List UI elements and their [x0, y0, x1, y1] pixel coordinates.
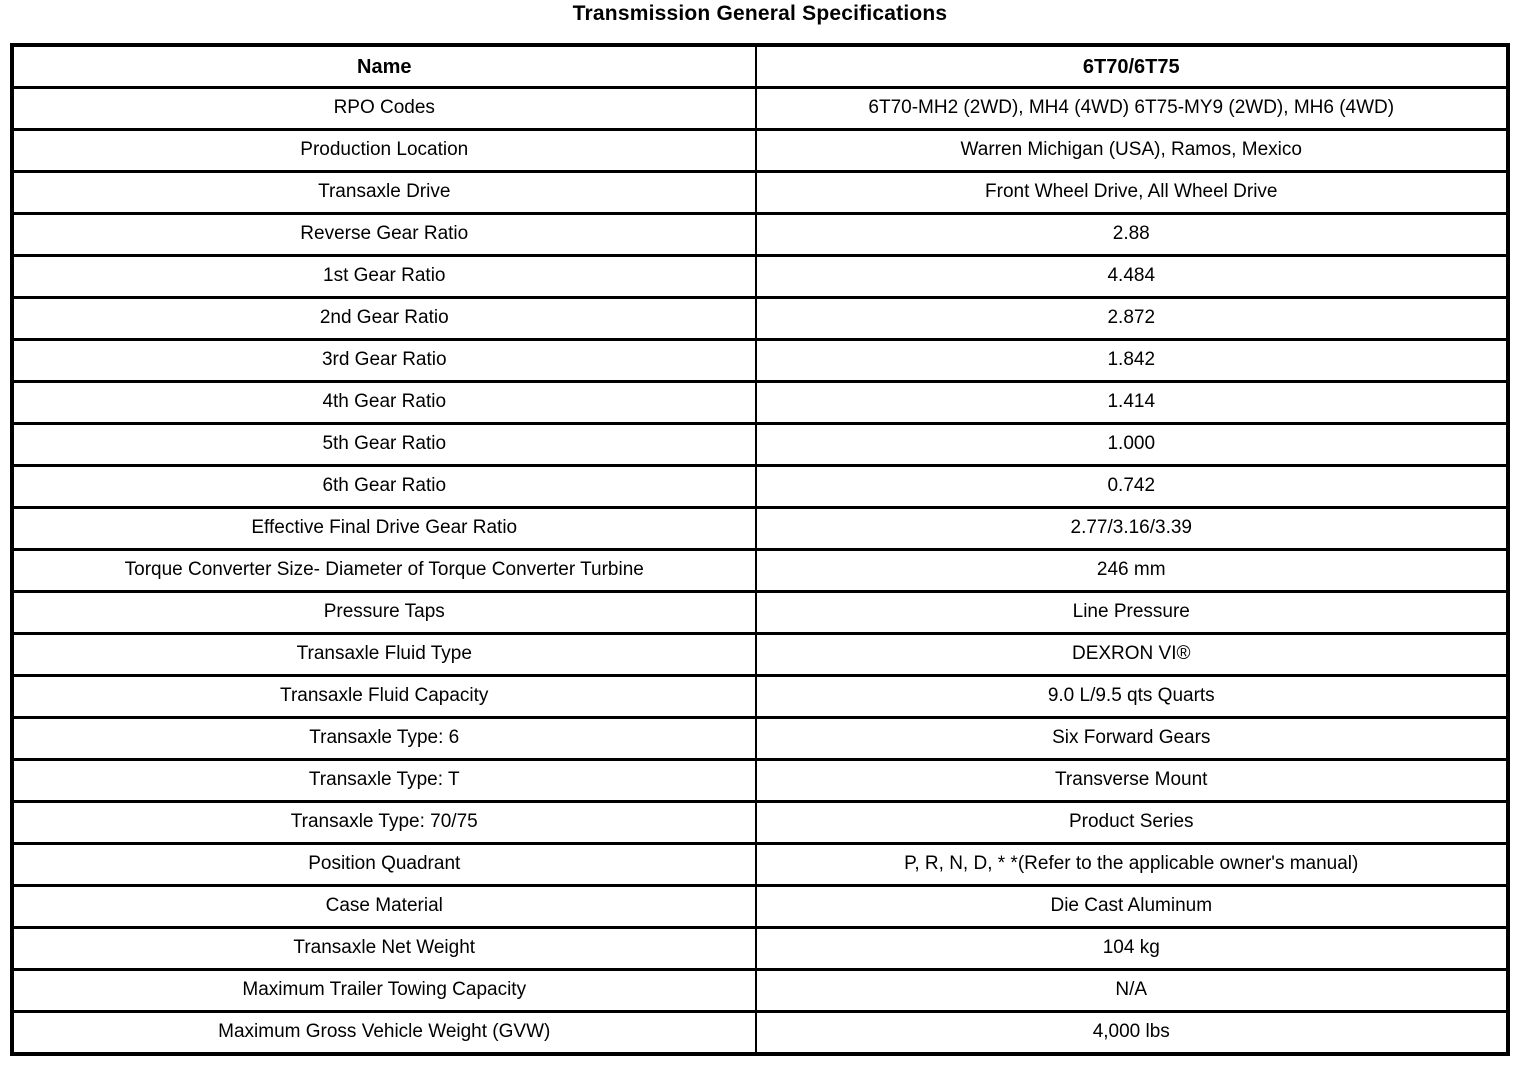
column-header-name: Name	[12, 45, 756, 88]
spec-value: 2.88	[756, 214, 1509, 256]
table-row	[12, 676, 1508, 718]
spec-name: Effective Final Drive Gear Ratio	[12, 508, 756, 550]
column-header-model: 6T70/6T75	[756, 45, 1509, 88]
table-row	[12, 718, 1508, 760]
table-row	[12, 298, 1508, 340]
spec-value: N/A	[756, 970, 1509, 1012]
spec-name: 2nd Gear Ratio	[12, 298, 756, 340]
spec-name: 3rd Gear Ratio	[12, 340, 756, 382]
table-row	[12, 970, 1508, 1012]
spec-name: RPO Codes	[12, 88, 756, 130]
spec-value: 4.484	[756, 256, 1509, 298]
table-row	[12, 382, 1508, 424]
table-row	[12, 802, 1508, 844]
spec-name: Transaxle Net Weight	[12, 928, 756, 970]
spec-value: Six Forward Gears	[756, 718, 1509, 760]
spec-value: 6T70-MH2 (2WD), MH4 (4WD) 6T75-MY9 (2WD), MH6 (4WD)	[756, 88, 1509, 130]
table-row	[12, 172, 1508, 214]
table-row	[12, 1012, 1508, 1055]
spec-value: 0.742	[756, 466, 1509, 508]
table-row	[12, 466, 1508, 508]
spec-name: 4th Gear Ratio	[12, 382, 756, 424]
spec-value: 2.872	[756, 298, 1509, 340]
table-row	[12, 634, 1508, 676]
spec-name: Transaxle Type: 6	[12, 718, 756, 760]
table-row	[12, 214, 1508, 256]
spec-name: Case Material	[12, 886, 756, 928]
spec-value: Warren Michigan (USA), Ramos, Mexico	[756, 130, 1509, 172]
table-row	[12, 844, 1508, 886]
table-row	[12, 340, 1508, 382]
spec-name: Transaxle Type: 70/75	[12, 802, 756, 844]
table-row	[12, 130, 1508, 172]
spec-name: 6th Gear Ratio	[12, 466, 756, 508]
spec-value: 104 kg	[756, 928, 1509, 970]
spec-value: Line Pressure	[756, 592, 1509, 634]
table-row	[12, 592, 1508, 634]
spec-value: 2.77/3.16/3.39	[756, 508, 1509, 550]
table-row	[12, 550, 1508, 592]
table-row	[12, 88, 1508, 130]
spec-name: Pressure Taps	[12, 592, 756, 634]
spec-name: Transaxle Fluid Capacity	[12, 676, 756, 718]
spec-name: Position Quadrant	[12, 844, 756, 886]
spec-name: Transaxle Fluid Type	[12, 634, 756, 676]
spec-value: DEXRON VI®	[756, 634, 1509, 676]
spec-value: 246 mm	[756, 550, 1509, 592]
table-row	[12, 928, 1508, 970]
spec-value: 9.0 L/9.5 qts Quarts	[756, 676, 1509, 718]
table-row	[12, 508, 1508, 550]
spec-value: Product Series	[756, 802, 1509, 844]
table-row	[12, 256, 1508, 298]
table-row	[12, 760, 1508, 802]
spec-name: Transaxle Type: T	[12, 760, 756, 802]
spec-value: 4,000 lbs	[756, 1012, 1509, 1055]
spec-name: 1st Gear Ratio	[12, 256, 756, 298]
spec-name: Reverse Gear Ratio	[12, 214, 756, 256]
spec-name: Production Location	[12, 130, 756, 172]
spec-name: 5th Gear Ratio	[12, 424, 756, 466]
spec-value: Die Cast Aluminum	[756, 886, 1509, 928]
spec-value: 1.842	[756, 340, 1509, 382]
spec-value: Transverse Mount	[756, 760, 1509, 802]
header-row	[12, 45, 1508, 88]
spec-name: Torque Converter Size- Diameter of Torque Converter Turbine	[12, 550, 756, 592]
spec-value: 1.414	[756, 382, 1509, 424]
transmission-spec-table	[10, 43, 1510, 1056]
table-row	[12, 424, 1508, 466]
spec-value: 1.000	[756, 424, 1509, 466]
page-title: Transmission General Specifications	[572, 2, 948, 25]
spec-name: Maximum Gross Vehicle Weight (GVW)	[12, 1012, 756, 1055]
table-row	[12, 886, 1508, 928]
spec-value: P, R, N, D, * *(Refer to the applicable owner's manual)	[756, 844, 1509, 886]
spec-name: Maximum Trailer Towing Capacity	[12, 970, 756, 1012]
spec-name: Transaxle Drive	[12, 172, 756, 214]
spec-value: Front Wheel Drive, All Wheel Drive	[756, 172, 1509, 214]
